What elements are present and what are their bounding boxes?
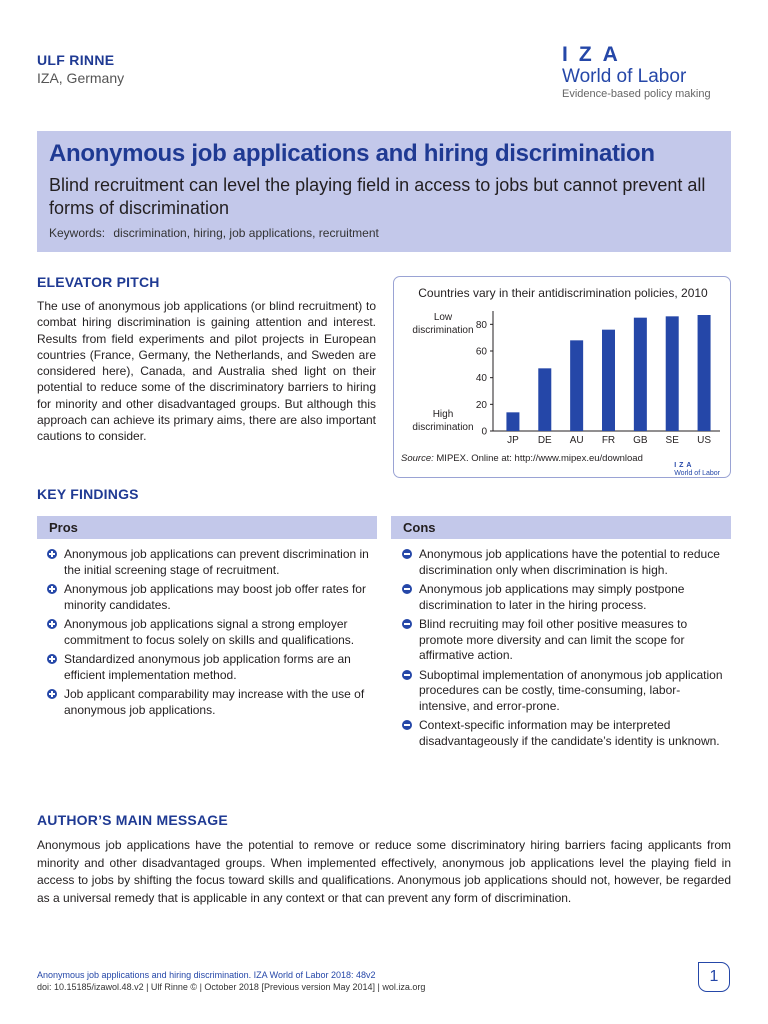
pros-list xyxy=(45,547,375,722)
author-name: ULF RINNE xyxy=(37,52,115,68)
bar xyxy=(698,315,711,431)
y-tick-label: 60 xyxy=(475,346,487,358)
chart-source-text: MIPEX. Online at: http://www.mipex.eu/download xyxy=(436,453,643,464)
x-tick-label: AU xyxy=(569,435,584,446)
brand-iza: IZA xyxy=(562,43,629,66)
chart-low-label: Low discrimination xyxy=(412,312,474,336)
con-item-text: Context-specific information may be interpreted disadvantageously if the candidate’s identity is unknown. xyxy=(419,718,720,748)
pro-item-text: Standardized anonymous job application forms are an efficient implementation method. xyxy=(64,652,351,682)
bar xyxy=(602,330,615,431)
keywords-list: discrimination, hiring, job applications, recruitment xyxy=(113,226,379,240)
plus-circle-icon xyxy=(47,549,57,559)
bar xyxy=(570,340,583,431)
con-item-text: Anonymous job applications may simply postpone discrimination to later in the hiring process. xyxy=(419,582,685,612)
chart-logo-wol: World of Labor xyxy=(674,470,720,477)
y-tick-label: 0 xyxy=(481,426,487,438)
minus-circle-icon xyxy=(402,619,412,629)
cons-heading: Cons xyxy=(391,516,731,539)
elevator-pitch-heading: ELEVATOR PITCH xyxy=(37,274,160,290)
article-title: Anonymous job applications and hiring discrimination xyxy=(49,140,655,167)
title-panel xyxy=(37,131,731,252)
pro-item xyxy=(45,687,375,718)
key-findings-heading: KEY FINDINGS xyxy=(37,486,139,502)
page-number: 1 xyxy=(698,962,730,992)
y-tick-label: 80 xyxy=(475,319,487,331)
x-tick-label: GB xyxy=(633,435,648,446)
con-item xyxy=(400,617,730,664)
cons-list xyxy=(400,547,730,753)
bar-chart xyxy=(394,277,732,479)
minus-circle-icon xyxy=(402,584,412,594)
x-tick-label: JP xyxy=(507,435,519,446)
pro-item xyxy=(45,582,375,613)
keywords xyxy=(49,226,719,240)
author-affiliation: IZA, Germany xyxy=(37,70,125,86)
footer-citation: Anonymous job applications and hiring discrimination. IZA World of Labor 2018: 48v2 xyxy=(37,970,376,980)
x-tick-label: US xyxy=(697,435,712,446)
pro-item-text: Anonymous job applications can prevent discrimination in the initial screening stage of recruitment. xyxy=(64,547,369,577)
plus-circle-icon xyxy=(47,584,57,594)
con-item xyxy=(400,547,730,578)
x-tick-label: DE xyxy=(537,435,552,446)
con-item-text: Blind recruiting may foil other positive measures to promote more diversity and can limit the scope for affirmative action. xyxy=(419,617,688,662)
chart-title: Countries vary in their antidiscrimination policies, 2010 xyxy=(418,286,708,300)
x-tick-label: FR xyxy=(601,435,616,446)
pro-item xyxy=(45,652,375,683)
pro-item-text: Anonymous job applications signal a strong employer commitment to focus solely on skills and qualifications. xyxy=(64,617,355,647)
keywords-label: Keywords: xyxy=(49,226,106,240)
main-message-text: Anonymous job applications have the potential to remove or reduce some discriminatory hiring barriers facing applicants from minority and other disadvantaged groups. When implemented effectively, anonymous job applications level the playing field in access to jobs by shifting the focus toward skills and qualifications. Anonymous job applications should not, however, be regarded as a universal remedy that is applicable in any context or that can prevent any form of discrimination. xyxy=(37,838,731,905)
elevator-pitch-text: The use of anonymous job applications (or blind recruitment) to combat hiring discrimination is gaining attention and interest. Results from field experiments and pilot projects in European countries (France, Germany, the Netherlands, and Sweden are considered here), Canada, and Australia shed light on their potential to reduce some of the discriminatory barriers to hiring for minority and other disadvantaged groups. But although this approach can achieve its primary aims, there are also important cautions to consider. xyxy=(37,299,376,444)
con-item xyxy=(400,718,730,749)
bar xyxy=(506,412,519,431)
chart-logo-iza: IZA xyxy=(674,462,695,469)
bar xyxy=(538,368,551,431)
brand-name: World of Labor xyxy=(562,66,687,87)
plus-circle-icon xyxy=(47,654,57,664)
pro-item-text: Anonymous job applications may boost job offer rates for minority candidates. xyxy=(64,582,366,612)
pro-item xyxy=(45,617,375,648)
y-tick-label: 40 xyxy=(475,373,487,385)
bar xyxy=(634,318,647,431)
article-subtitle: Blind recruitment can level the playing field in access to jobs but cannot prevent all forms of discrimination xyxy=(49,175,706,218)
plus-circle-icon xyxy=(47,689,57,699)
chart-source xyxy=(401,453,643,464)
bar xyxy=(666,316,679,431)
minus-circle-icon xyxy=(402,670,412,680)
con-item xyxy=(400,668,730,715)
con-item-text: Suboptimal implementation of anonymous job application procedures can be costly, time-consuming, labor-intensive, and error-prone. xyxy=(419,667,723,713)
y-tick-label: 20 xyxy=(475,399,487,411)
con-item xyxy=(400,582,730,613)
pro-item xyxy=(45,547,375,578)
plus-circle-icon xyxy=(47,619,57,629)
chart-source-label: Source: xyxy=(401,453,434,464)
iza-world-of-labor-logo[interactable] xyxy=(562,44,711,101)
footer-doi: doi: 10.15185/izawol.48.v2 | Ulf Rinne © | October 2018 [Previous version May 2014] | wol.iza.org xyxy=(37,982,426,992)
pro-item-text: Job applicant comparability may increase with the use of anonymous job applications. xyxy=(64,687,365,717)
minus-circle-icon xyxy=(402,549,412,559)
pros-heading: Pros xyxy=(37,516,377,539)
brand-tagline: Evidence-based policy making xyxy=(562,88,711,100)
chart-iza-logo xyxy=(674,462,720,478)
chart-panel xyxy=(393,276,731,478)
minus-circle-icon xyxy=(402,720,412,730)
main-message-heading: AUTHOR’S MAIN MESSAGE xyxy=(37,812,228,828)
chart-high-label: High discrimination xyxy=(412,409,474,433)
con-item-text: Anonymous job applications have the potential to reduce discrimination only when discrimination is high. xyxy=(419,547,720,577)
x-tick-label: SE xyxy=(665,435,679,446)
